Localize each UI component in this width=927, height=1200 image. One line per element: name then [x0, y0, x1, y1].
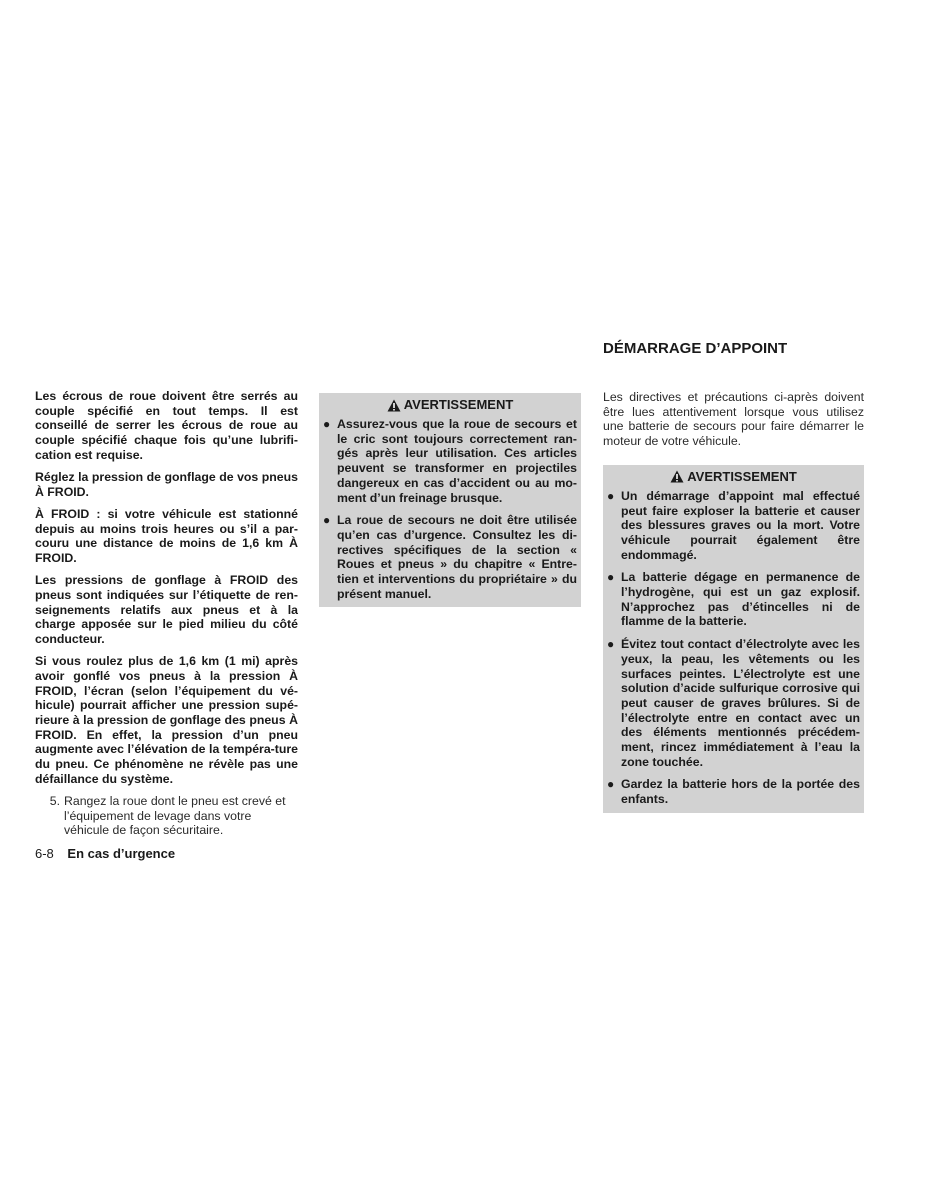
warning-bullet-text: Évitez tout contact d’électrolyte avec les yeux, la peau, les vêtements ou les surfaces peintes. L’électrolyte est une solution d’acide sulfurique corrosive qui peut causer de graves brûlures. Si de l’électrolyte entre en contact avec un des éléments mentionnés précédem-ment, rincez immédiatement à l’eau la zone touchée.: [621, 637, 860, 769]
page-number: 6-8: [35, 846, 54, 861]
warning-bullet-text: Assurez-vous que la roue de secours et le cric sont toujours correctement ran-gés après leur utilisation. Ces articles peuvent se transformer en projectiles dangereux en cas d’accident ou au mo-ment d’un freinage brusque.: [337, 417, 577, 505]
warning-box-spare-wheel: [319, 393, 581, 607]
warning-bullet-text: La batterie dégage en permanence de l’hydrogène, qui est un gaz explosif. N’approchez pas d’étincelles ni de flamme de la batterie.: [621, 570, 860, 629]
paragraph-cold-pressures: Les pressions de gonflage à FROID des pneus sont indiquées sur l’étiquette de ren-seignements relatifs aux pneus et à la charge apposée sur le pied milieu du côté conducteur.: [35, 573, 298, 647]
page-footer: [35, 846, 175, 862]
warning-bullet: [607, 777, 860, 806]
warning-bullet-text: Un démarrage d’appoint mal effectué peut faire exploser la batterie et causer des blessures graves ou la mort. Votre véhicule pourrait également être endommagé.: [621, 488, 860, 562]
middle-column: [319, 393, 581, 607]
paragraph-adjust-pressure: Réglez la pression de gonflage de vos pneus À FROID.: [35, 470, 298, 499]
chapter-title: En cas d’urgence: [67, 846, 176, 861]
bullet-dot-icon: ●: [607, 637, 615, 652]
warning-bullet: [607, 489, 860, 563]
paragraph-cold-definition: À FROID : si votre véhicule est stationné depuis au moins trois heures ou s’il a par-couru une distance de moins de 1,6 km À FROID.: [35, 506, 298, 566]
bullet-dot-icon: ●: [323, 417, 331, 431]
warning-header: [323, 397, 577, 413]
step-number: 5.: [49, 794, 60, 809]
warning-triangle-icon: [670, 470, 684, 483]
bullet-dot-icon: ●: [607, 570, 615, 585]
section-heading-jump-start: DÉMARRAGE D’APPOINT: [603, 340, 788, 357]
warning-title: AVERTISSEMENT: [403, 397, 514, 412]
warning-bullet-text: La roue de secours ne doit être utilisée qu’en cas d’urgence. Consultez les di-rectives spécifiques de la section « Roues et pneus » du chapitre « Entre-tien et interventions du propriétaire » du présent manuel.: [337, 513, 577, 601]
warning-bullet-text: Gardez la batterie hors de la portée des enfants.: [621, 777, 860, 807]
warning-header: [607, 469, 860, 485]
warning-title: AVERTISSEMENT: [687, 468, 797, 484]
step-text: Rangez la roue dont le pneu est crevé et l’équipement de levage dans votre véhicule de façon sécuritaire.: [64, 794, 286, 838]
numbered-step-5: [35, 794, 298, 838]
bullet-dot-icon: ●: [323, 513, 331, 528]
warning-triangle-icon: [387, 399, 401, 412]
bullet-dot-icon: ●: [607, 488, 615, 503]
warning-bullet: [607, 637, 860, 769]
warning-bullet: [323, 513, 577, 601]
bullet-dot-icon: ●: [607, 777, 615, 792]
intro-paragraph: Les directives et précautions ci-après doivent être lues attentivement lorsque vous utilisez une batterie de secours pour faire démarrer le moteur de votre véhicule.: [603, 390, 864, 449]
right-column: [603, 390, 864, 813]
left-column: [35, 389, 298, 838]
paragraph-wheel-nuts: Les écrous de roue doivent être serrés au couple spécifié en tout temps. Il est conseillé de serrer les écrous de roue au couple spécifié chaque fois qu’une lubrifi-cation est requise.: [35, 389, 298, 462]
warning-box-jump-start: [603, 465, 864, 813]
warning-bullet: [323, 417, 577, 505]
warning-bullet: [607, 570, 860, 629]
paragraph-pressure-rise: Si vous roulez plus de 1,6 km (1 mi) après avoir gonflé vos pneus à la pression À FROID, l’écran (selon l’équipement du vé-hicule) pourrait afficher une pression supé-rieure à la pression de gonflage des pneus À FROID. En effet, la pression d’un pneu augmente avec l’élévation de la tempéra-ture du pneu. Ce phénomène ne révèle pas une défaillance du système.: [35, 654, 298, 786]
